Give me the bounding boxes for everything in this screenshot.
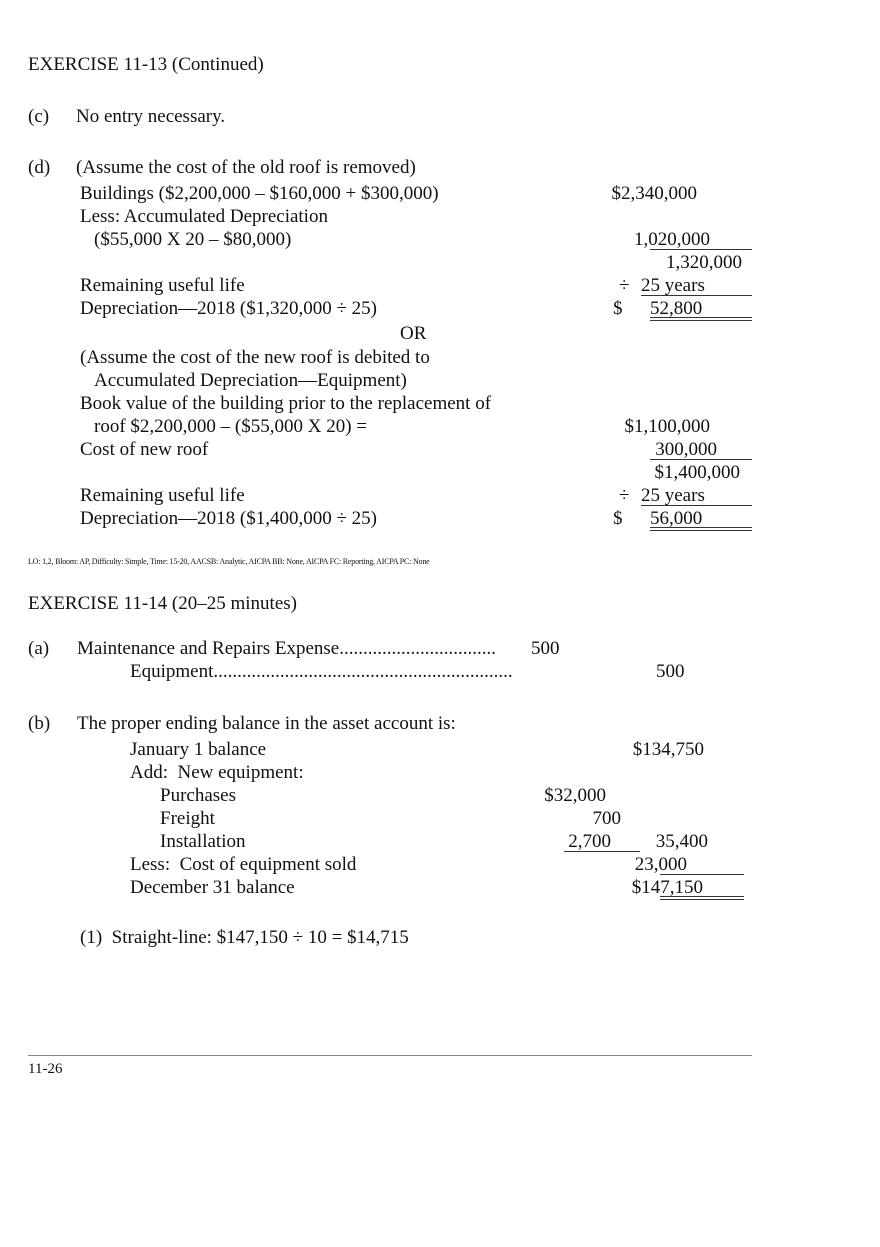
depreciation-amount-2: 56,000: [650, 508, 703, 529]
assumption-new-roof-line2: Accumulated Depreciation—Equipment): [94, 370, 407, 391]
subtotal-1320000: 1,320,000: [666, 252, 742, 273]
cost-new-roof-label: Cost of new roof: [80, 439, 209, 460]
learning-objective-note: LO: 1,2, Bloom: AP, Difficulty: Simple, Time: 15-20, AACSB: Analytic, AICPA BB: None, AICPA FC: Reporting, AICPA PC: None: [28, 557, 430, 566]
december-balance-amount: $147,150: [631, 877, 703, 898]
part-b-label: (b): [28, 713, 51, 734]
equipment-credit-line: Equipment...............................................................: [130, 661, 513, 682]
depreciation-2018-line-1: Depreciation—2018 ($1,320,000 ÷ 25): [80, 298, 377, 319]
less-cost-sold-amount: 23,000: [634, 854, 687, 875]
depreciation-2018-line-2: Depreciation—2018 ($1,400,000 ÷ 25): [80, 508, 377, 529]
maintenance-debit-amount: 500: [531, 638, 560, 659]
part-a-label: (a): [28, 638, 50, 659]
divide-sign-1: ÷: [619, 275, 630, 296]
straight-line-calc: (1) Straight-line: $147,150 ÷ 10 = $14,715: [80, 927, 409, 948]
purchases-label: Purchases: [160, 785, 236, 806]
installation-amount: 2,700: [568, 831, 611, 852]
or-separator: OR: [400, 323, 427, 344]
assumption-new-roof-line1: (Assume the cost of the new roof is debited to: [80, 347, 430, 368]
exercise-11-14-heading: EXERCISE 11-14 (20–25 minutes): [28, 593, 297, 614]
freight-label: Freight: [160, 808, 215, 829]
accumulated-calc: ($55,000 X 20 – $80,000): [94, 229, 292, 250]
page-number: 11-26: [28, 1061, 63, 1077]
less-cost-sold-label: Less: Cost of equipment sold: [130, 854, 357, 875]
footer-rule: [28, 1055, 752, 1056]
depreciation-double-underline-1: [650, 317, 752, 321]
part-c-text: No entry necessary.: [76, 106, 226, 127]
exercise-11-13-heading: EXERCISE 11-13 (Continued): [28, 54, 264, 75]
buildings-line: Buildings ($2,200,000 – $160,000 + $300,000): [80, 183, 439, 204]
january-balance-amount: $134,750: [632, 739, 704, 760]
divide-sign-2: ÷: [619, 485, 630, 506]
part-c-label: (c): [28, 106, 50, 127]
book-value-line2: roof $2,200,000 – ($55,000 X 20) =: [94, 416, 367, 437]
dollar-sign-1: $: [613, 298, 623, 319]
book-value-amount: $1,100,000: [624, 416, 710, 437]
new-equipment-total: 35,400: [655, 831, 708, 852]
depreciation-amount-1: 52,800: [650, 298, 703, 319]
maintenance-debit-line: Maintenance and Repairs Expense.................................: [77, 638, 496, 659]
less-accumulated-label: Less: Accumulated Depreciation: [80, 206, 328, 227]
installation-label: Installation: [160, 831, 246, 852]
accumulated-amount: 1,020,000: [634, 229, 710, 250]
december-double-underline: [660, 896, 744, 900]
subtotal-1400000: $1,400,000: [654, 462, 740, 483]
remaining-life-label-2: Remaining useful life: [80, 485, 245, 506]
years-underline-1: [641, 295, 752, 296]
years-underline-2: [641, 505, 752, 506]
part-b-intro: The proper ending balance in the asset account is:: [77, 713, 456, 734]
useful-life-years-2: 25 years: [641, 485, 705, 506]
assumption-old-roof: (Assume the cost of the old roof is removed): [76, 157, 416, 178]
purchases-amount: $32,000: [544, 785, 606, 806]
useful-life-years-1: 25 years: [641, 275, 705, 296]
add-new-equipment-label: Add: New equipment:: [130, 762, 304, 783]
freight-amount: 700: [592, 808, 621, 829]
equipment-credit-amount: 500: [656, 661, 685, 682]
january-balance-label: January 1 balance: [130, 739, 267, 760]
part-d-label: (d): [28, 157, 51, 178]
remaining-life-label-1: Remaining useful life: [80, 275, 245, 296]
cost-new-roof-amount: 300,000: [655, 439, 717, 460]
depreciation-double-underline-2: [650, 527, 752, 531]
book-value-line1: Book value of the building prior to the replacement of: [80, 393, 492, 414]
cost-sold-underline: [660, 874, 744, 875]
accumulated-underline: [650, 249, 752, 250]
new-roof-underline: [650, 459, 752, 460]
december-balance-label: December 31 balance: [130, 877, 295, 898]
buildings-amount: $2,340,000: [611, 183, 697, 204]
dollar-sign-2: $: [613, 508, 623, 529]
installation-underline: [564, 851, 640, 852]
